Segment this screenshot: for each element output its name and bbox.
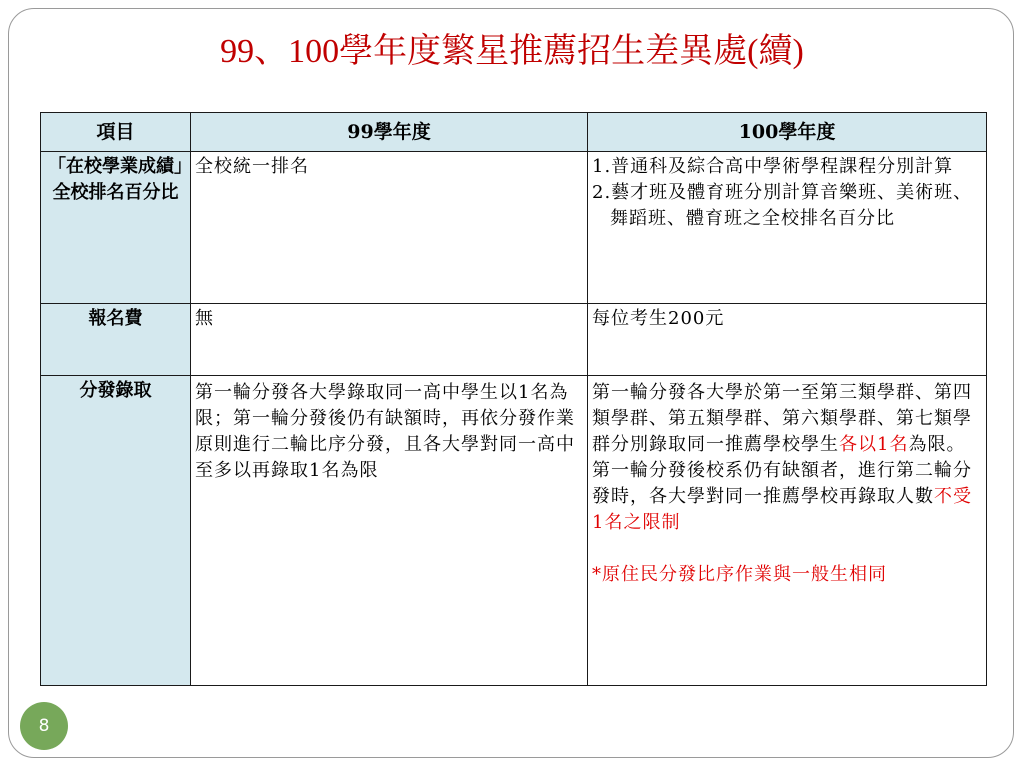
header-item: 項目 bbox=[41, 113, 191, 152]
row-label-fee: 報名費 bbox=[41, 304, 191, 376]
header-year-99: 99學年度 bbox=[191, 113, 588, 152]
page-number-badge: 8 bbox=[20, 702, 68, 750]
cell-99-class-rank: 全校統一排名 bbox=[191, 152, 588, 304]
highlight-one-each: 各以1名 bbox=[839, 434, 909, 455]
indigenous-note: *原住民分發比序作業與一般生相同 bbox=[592, 564, 887, 585]
cell-100-admission bbox=[588, 376, 987, 686]
header-year-100: 100學年度 bbox=[588, 113, 987, 152]
table-header-row bbox=[41, 113, 987, 152]
row-label-class-rank: 「在校學業成績」全校排名百分比 bbox=[41, 152, 191, 304]
table-row-class-rank bbox=[41, 152, 987, 304]
cell-100-class-rank bbox=[588, 152, 987, 304]
paragraph-second-round: 第一輪分發後校系仍有缺額者，進行第二輪分發時，各大學對同一推薦學校再錄取人數不受1名之限制 bbox=[592, 460, 972, 533]
table-row-fee bbox=[41, 304, 987, 376]
cell-99-admission: 第一輪分發各大學錄取同一高中學生以1名為限；第一輪分發後仍有缺額時，再依分發作業原則進行二輪比序分發，且各大學對同一高中至多以再錄取1名為限 bbox=[191, 376, 588, 686]
comparison-table bbox=[40, 112, 987, 686]
cell-100-fee: 每位考生200元 bbox=[588, 304, 987, 376]
list-item: 2.藝才班及體育班分別計算音樂班、美術班、舞蹈班、體育班之全校排名百分比 bbox=[592, 182, 973, 229]
list-item: 1.普通科及綜合高中學術學程課程分別計算 bbox=[592, 156, 954, 177]
slide-title: 99、100學年度繁星推薦招生差異處(續) bbox=[220, 33, 804, 70]
highlight-no-limit: 不受1名之限制 bbox=[592, 486, 972, 533]
paragraph-first-round: 第一輪分發各大學於第一至第三類學群、第四類學群、第五類學群、第六類學群、第七類學群分別錄取同一推薦學校學生各以1名為限。 bbox=[592, 382, 972, 455]
row-label-admission: 分發錄取 bbox=[41, 376, 191, 686]
cell-99-fee: 無 bbox=[191, 304, 588, 376]
table-row-admission bbox=[41, 376, 987, 686]
